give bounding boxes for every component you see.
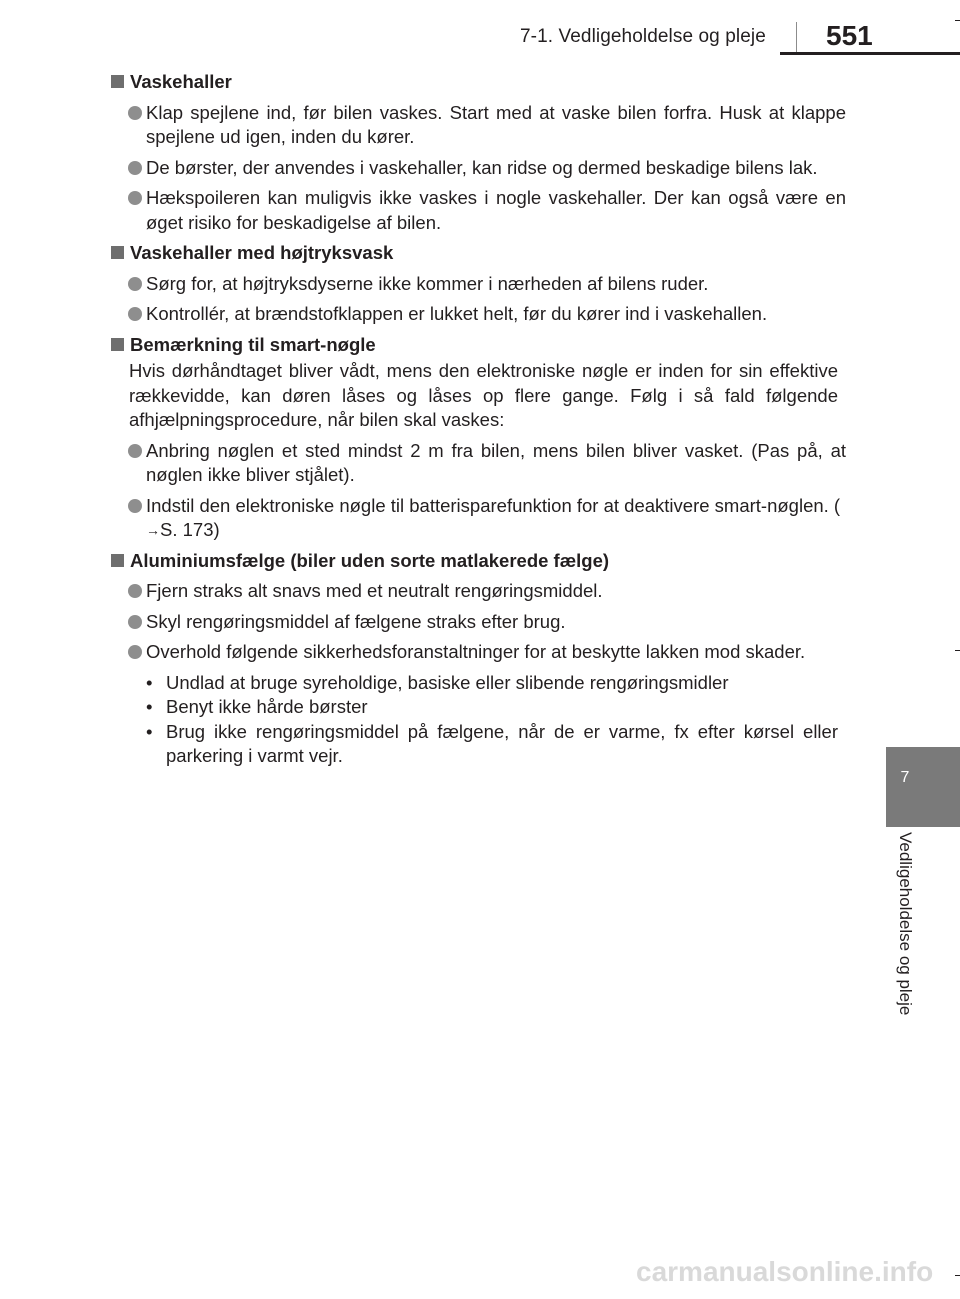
circle-bullet-icon (128, 584, 142, 598)
square-bullet-icon (111, 338, 124, 351)
heading-text: Bemærkning til smart-nøgle (130, 333, 376, 355)
crop-mark (955, 20, 960, 21)
bullet-text: Anbring nøglen et sted mindst 2 m fra bilen, mens bilen bliver vasket. (Pas på, at nøglen ikke bliver stjålet). (146, 439, 846, 485)
circle-bullet-icon (128, 161, 142, 175)
section-aluminiumsfaelge (110, 549, 846, 769)
bullet-text: Sørg for, at højtryksdyserne ikke kommer i nærheden af bilens ruder. (146, 272, 709, 294)
bullet-item (110, 302, 846, 327)
crop-mark (955, 650, 960, 651)
heading-text: Aluminiumsfælge (biler uden sorte matlakerede fælge) (130, 549, 610, 571)
bullet-item (110, 272, 846, 297)
bullet-item (110, 610, 846, 635)
heading-text: Vaskehaller med højtryksvask (130, 242, 394, 263)
bullet-text: Indstil den elektroniske nøgle til batterisparefunktion for at deaktivere smart-nøglen. ( (146, 494, 841, 516)
section-smart-noegle (110, 333, 846, 543)
bullet-item (110, 101, 846, 150)
bullet-item (110, 156, 846, 181)
circle-bullet-icon (128, 106, 142, 120)
section-heading (110, 549, 846, 574)
bullet-item (110, 494, 846, 543)
sub-list-item (146, 671, 846, 696)
circle-bullet-icon (128, 277, 142, 291)
chapter-number: 7 (900, 769, 910, 786)
bullet-text: Kontrollér, at brændstofklappen er lukket helt, før du kører ind i vaskehallen. (146, 303, 768, 324)
section-paragraph: Hvis dørhåndtaget bliver vådt, mens den elektroniske nøgle er inden for sin effektive rækkevidde, kan døren låses og låses op flere gange. Følg i så fald følgende afhjælpningsprocedure, når bilen skal vaskes: (129, 360, 838, 430)
dot-bullet-icon: • (146, 720, 153, 742)
page-reference[interactable]: S. 173) (160, 519, 220, 540)
section-heading (110, 241, 846, 266)
chapter-label: Vedligeholdelse og pleje (896, 832, 915, 1016)
section-title: 7-1. Vedligeholdelse og pleje (520, 26, 766, 47)
page-header (0, 0, 960, 60)
crop-mark (955, 1275, 960, 1276)
sub-list-text: Undlad at bruge syreholdige, basiske eller slibende rengøringsmidler (166, 671, 729, 693)
bullet-text: De børster, der anvendes i vaskehaller, kan ridse og dermed beskadige bilens lak. (146, 156, 818, 178)
chapter-tab (886, 747, 960, 827)
sub-list-item (146, 695, 846, 720)
square-bullet-icon (111, 246, 124, 259)
section-vaskehaller (110, 70, 846, 235)
dot-bullet-icon: • (146, 671, 153, 693)
square-bullet-icon (111, 75, 124, 88)
section-heading (110, 70, 846, 95)
page-number: 551 (826, 20, 873, 51)
circle-bullet-icon (128, 615, 142, 629)
bullet-item (110, 579, 846, 604)
header-rule (780, 52, 960, 55)
header-divider (796, 22, 797, 54)
bullet-item (110, 439, 846, 488)
bullet-text: Klap spejlene ind, før bilen vaskes. Start med at vaske bilen forfra. Husk at klappe spejlene ud igen, inden du kører. (146, 101, 846, 147)
section-hoejtryksvask (110, 241, 846, 327)
bullet-text: Fjern straks alt snavs med et neutralt rengøringsmiddel. (146, 580, 603, 601)
circle-bullet-icon (128, 645, 142, 659)
section-heading (110, 333, 846, 358)
circle-bullet-icon (128, 444, 142, 458)
circle-bullet-icon (128, 307, 142, 321)
bullet-text: Hækspoileren kan muligvis ikke vaskes i nogle vaskehaller. Der kan også være en øget risiko for beskadigelse af bilen. (146, 187, 846, 233)
bullet-item (110, 640, 846, 665)
arrow-right-icon: → (146, 522, 160, 538)
sub-list (110, 671, 846, 769)
watermark: carmanualsonline.info (636, 1256, 934, 1287)
dot-bullet-icon: • (146, 696, 153, 717)
sub-list-item (146, 720, 846, 769)
sub-list-text: Benyt ikke hårde børster (166, 696, 368, 717)
bullet-text: Overhold følgende sikkerhedsforanstaltninger for at beskytte lakken mod skader. (146, 641, 806, 662)
bullet-text: Skyl rengøringsmiddel af fælgene straks efter brug. (146, 610, 566, 632)
circle-bullet-icon (128, 499, 142, 513)
page-content (110, 70, 846, 769)
heading-text: Vaskehaller (130, 71, 232, 92)
circle-bullet-icon (128, 191, 142, 205)
square-bullet-icon (111, 554, 124, 567)
bullet-item (110, 186, 846, 235)
sub-list-text: Brug ikke rengøringsmiddel på fælgene, når de er varme, fx efter kørsel eller parkering i varmt vejr. (166, 720, 838, 766)
